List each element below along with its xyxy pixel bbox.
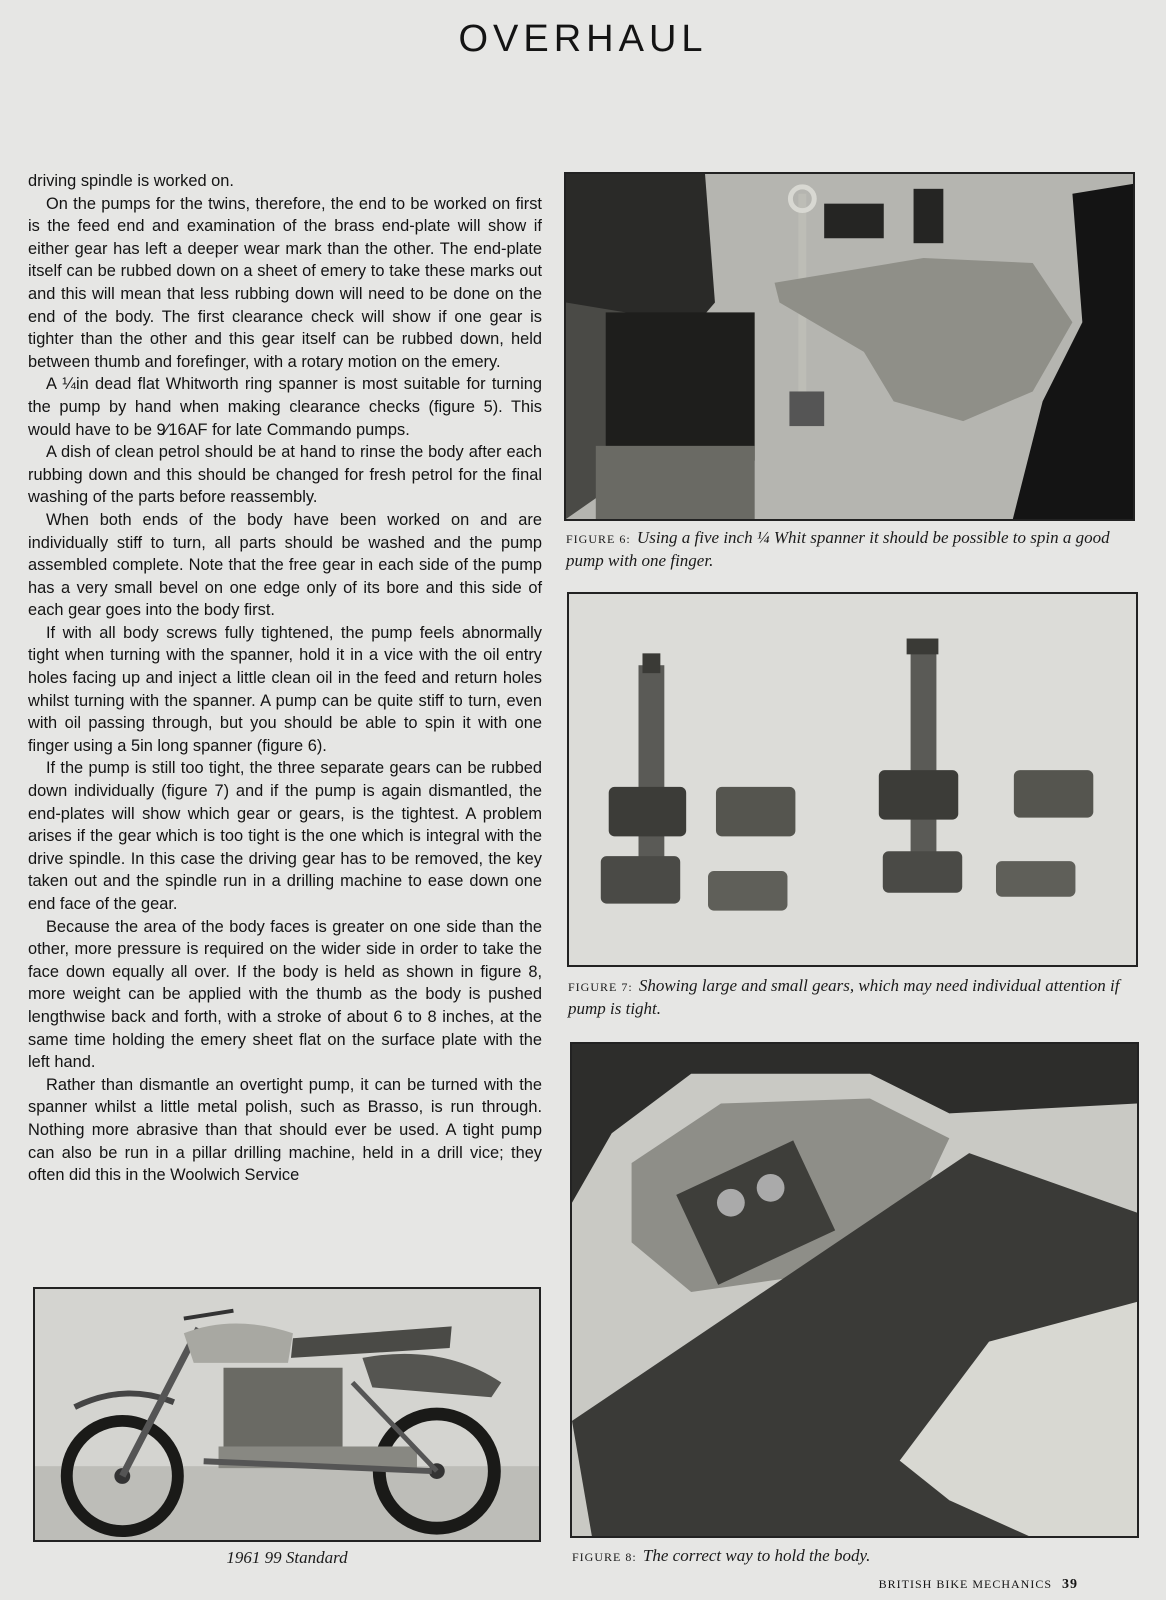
paragraph: When both ends of the body have been worked on and are individually stiff to turn, all parts should be washed and the pump assembled complete. Note that the free gear in each side of the pump has a very small bevel on one edge only of its bore and this side of each gear goes into the body first. — [28, 510, 542, 620]
paragraph: Rather than dismantle an overtight pump, it can be turned with the spanner whilst a little metal polish, such as Brasso, is run through. Nothing more abrasive than that should ever be used. A tight pump can also be run in a pillar drilling machine, held in a drill vice; they often did this in the Woolwich Service — [28, 1075, 542, 1185]
publication-name: BRITISH BIKE MECHANICS — [878, 1577, 1052, 1591]
figure-6-label: FIGURE 6: — [566, 532, 631, 546]
paragraph: If with all body screws fully tightened, the pump feels abnormally tight when turning with the spanner, hold it in a vice with the oil entry holes facing up and inject a little clean oil in the feed and return holes whilst turning with the spanner. A pump can be quite stiff to turn, even with oil passing through, but you should be able to spin it with one finger using a 5in long spanner (figure 6). — [28, 623, 542, 755]
figure-7-label: FIGURE 7: — [568, 980, 633, 994]
motorcycle-photo — [33, 1287, 541, 1542]
paragraph: A dish of clean petrol should be at hand to rinse the body after each rubbing down and this should be changed for fresh petrol for the final washing of the parts before reassembly. — [28, 443, 542, 507]
page-number: 39 — [1062, 1577, 1078, 1592]
paragraph: On the pumps for the twins, therefore, the end to be worked on first is the feed end and examination of the brass end-plate will show if either gear has left a deeper wear mark than the other. The end-plate itself can be rubbed down on a sheet of emery to take these marks out and this will mean that less rubbing down will need to be done on the end of the body. The first clearance check will show if one gear is tighter than the other and this gear itself can be rubbed down, held between thumb and forefinger, with a rotary motion on the emery. — [28, 194, 542, 371]
paragraph: A ¼in dead flat Whitworth ring spanner is most suitable for turning the pump by hand when making clearance checks (figure 5). This would have to be 9⁄16AF for late Commando pumps. — [28, 375, 542, 439]
figure-7-caption — [568, 975, 1128, 1020]
figure-8-caption — [572, 1545, 1132, 1568]
figure-8-photo — [570, 1042, 1139, 1538]
figure-6-photo — [564, 172, 1135, 521]
page-footer — [879, 1577, 1078, 1593]
figure-8-text: The correct way to hold the body. — [642, 1546, 871, 1565]
paragraph: driving spindle is worked on. — [28, 172, 234, 190]
figure-7-photo — [567, 592, 1138, 967]
article-body — [28, 170, 542, 1187]
show-through-ghost-text — [130, 55, 143, 108]
page-title: OVERHAUL — [458, 18, 708, 60]
figure-7-text: Showing large and small gears, which may need individual attention if pump is tight. — [568, 976, 1120, 1018]
figure-6-caption — [566, 527, 1126, 572]
paragraph: If the pump is still too tight, the three separate gears can be rubbed down individually (figure 7) and if the pump is again dismantled, the end-plates will show which gear or gears, is the tightest. A problem arises if the gear which is too tight is the one which is integral with the drive spindle. In this case the driving gear has to be removed, the key taken out and the spindle run in a drilling machine to ease down one end face of the gear. — [28, 759, 542, 913]
motorcycle-caption: 1961 99 Standard — [226, 1548, 348, 1567]
paragraph: Because the area of the body faces is greater on one side than the other, more pressure is required on the wider side in order to take the face down equally all over. If the body is held as shown in figure 8, more weight can be applied with the thumb as the body is pushed lengthwise back and forth, with a stroke of about 6 to 8 inches, at the same time holding the emery sheet flat on the surface plate with the left hand. — [28, 917, 542, 1072]
figure-8-label: FIGURE 8: — [572, 1550, 637, 1564]
figure-6-text: Using a five inch ¼ Whit spanner it should be possible to spin a good pump with one finger. — [566, 528, 1110, 570]
